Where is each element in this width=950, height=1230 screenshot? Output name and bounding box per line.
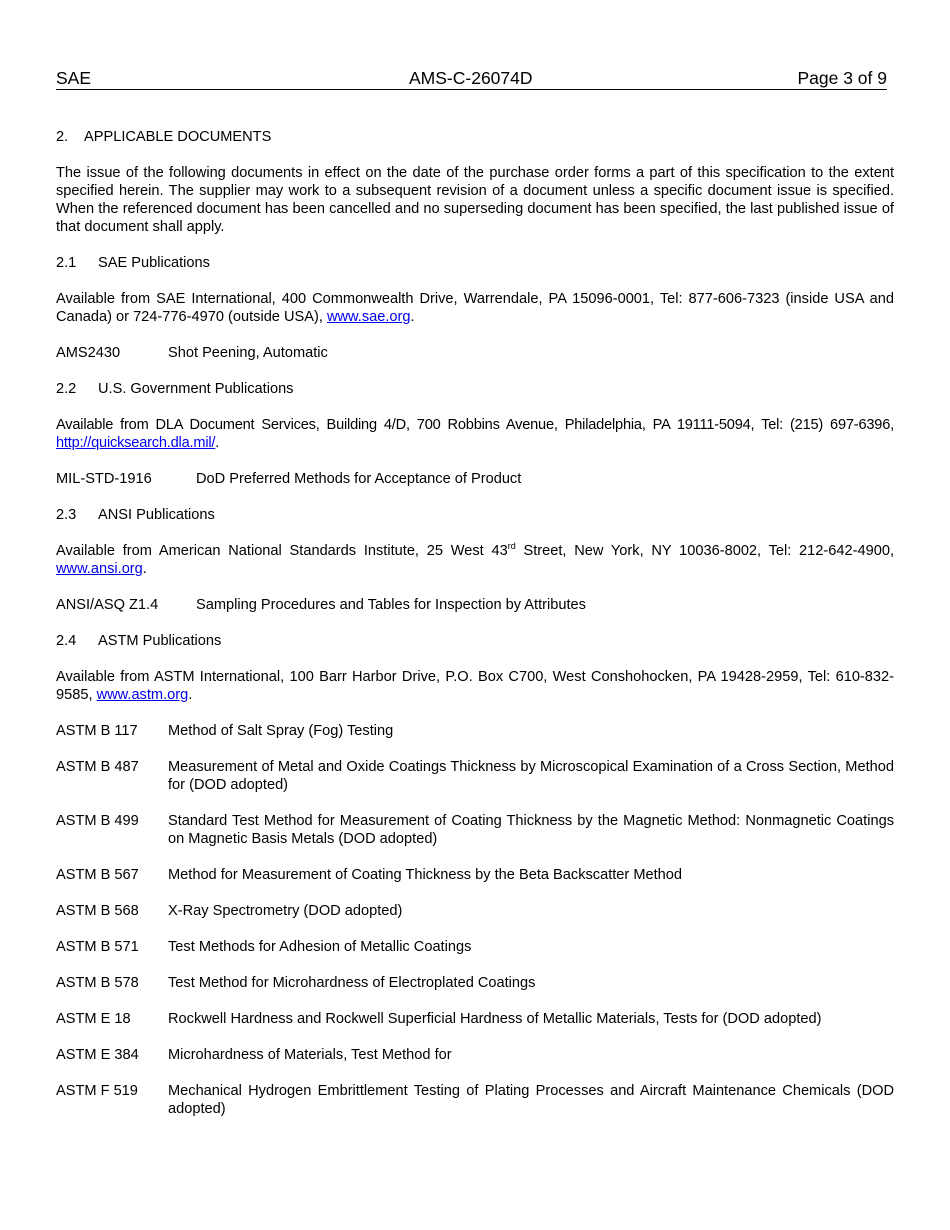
- document-body: [56, 128, 894, 1136]
- reference-item: [56, 344, 894, 362]
- reference-code: ASTM B 568: [56, 903, 139, 919]
- reference-title: Shot Peening, Automatic: [168, 345, 328, 361]
- reference-code: AMS2430: [56, 345, 121, 361]
- reference-title: Standard Test Method for Measurement of Coating Thickness by the Magnetic Method: Nonmagnetic Coatings on Magnetic Basis Metals (DOD adopted): [168, 813, 894, 847]
- reference-code: ASTM B 117: [56, 723, 138, 739]
- dla-link[interactable]: http://quicksearch.dla.mil/: [56, 435, 216, 451]
- reference-code: ASTM E 18: [56, 1011, 131, 1027]
- gov-availability: Available from DLA Document Services, Building 4/D, 700 Robbins Avenue, Philadelphia, PA 19111-5094, Tel: (215) 697-6396, http://quicksearch.dla.mil/.: [56, 417, 894, 451]
- reference-item: [56, 974, 894, 992]
- reference-code: MIL-STD-1916: [56, 471, 152, 487]
- header-page-number: Page 3 of 9: [797, 68, 887, 88]
- subsection-astm-heading: 2.4 ASTM Publications: [56, 633, 222, 649]
- section-heading: 2. APPLICABLE DOCUMENTS: [56, 129, 272, 145]
- reference-item: [56, 758, 894, 794]
- reference-item: [56, 1046, 894, 1064]
- subsection-sae-heading: 2.1 SAE Publications: [56, 255, 210, 271]
- reference-title: Rockwell Hardness and Rockwell Superficial Hardness of Metallic Materials, Tests for (DOD adopted): [168, 1011, 822, 1027]
- subsection-ansi-heading: 2.3 ANSI Publications: [56, 507, 215, 523]
- ansi-link[interactable]: www.ansi.org: [56, 561, 143, 577]
- reference-code: ASTM B 571: [56, 939, 139, 955]
- reference-title: Test Method for Microhardness of Electroplated Coatings: [168, 975, 536, 991]
- reference-title: Method of Salt Spray (Fog) Testing: [168, 723, 394, 739]
- subsection-gov-heading: 2.2 U.S. Government Publications: [56, 381, 294, 397]
- reference-title: DoD Preferred Methods for Acceptance of Product: [196, 471, 522, 487]
- reference-code: ASTM F 519: [56, 1083, 138, 1099]
- intro-paragraph: The issue of the following documents in effect on the date of the purchase order forms a part of this specification to the extent specified herein. The supplier may work to a subsequent revision of a document unless a specific document issue is specified. When the referenced document has been cancelled and no superseding document has been specified, the last published issue of that document shall apply.: [56, 165, 894, 235]
- sae-availability: Available from SAE International, 400 Commonwealth Drive, Warrendale, PA 15096-0001, Tel: 877-606-7323 (inside USA and Canada) or 724-776-4970 (outside USA), www.sae.org.: [56, 291, 894, 325]
- header-org: SAE: [56, 68, 92, 88]
- reference-item: [56, 812, 894, 848]
- reference-title: Mechanical Hydrogen Embrittlement Testing of Plating Processes and Aircraft Maintenance Chemicals (DOD adopted): [168, 1083, 894, 1117]
- reference-title: Test Methods for Adhesion of Metallic Coatings: [168, 939, 472, 955]
- reference-item: [56, 938, 894, 956]
- reference-title: Sampling Procedures and Tables for Inspection by Attributes: [196, 597, 586, 613]
- reference-item: [56, 902, 894, 920]
- ansi-availability: Available from American National Standards Institute, 25 West 43rd Street, New York, NY 10036-8002, Tel: 212-642-4900, www.ansi.org.: [56, 541, 894, 577]
- reference-code: ASTM E 384: [56, 1047, 139, 1063]
- reference-code: ASTM B 578: [56, 975, 139, 991]
- reference-title: Method for Measurement of Coating Thickness by the Beta Backscatter Method: [168, 867, 683, 883]
- reference-code: ASTM B 487: [56, 759, 139, 775]
- reference-item: [56, 596, 894, 614]
- reference-code: ASTM B 567: [56, 867, 139, 883]
- page-header: [56, 68, 887, 90]
- header-doc-number: AMS-C-26074D: [409, 68, 533, 88]
- reference-code: ASTM B 499: [56, 813, 139, 829]
- reference-item: [56, 866, 894, 884]
- astm-link[interactable]: www.astm.org: [96, 687, 189, 703]
- reference-code: ANSI/ASQ Z1.4: [56, 597, 159, 613]
- reference-title: X-Ray Spectrometry (DOD adopted): [168, 903, 403, 919]
- reference-item: [56, 1082, 894, 1118]
- reference-item: [56, 722, 894, 740]
- reference-title: Measurement of Metal and Oxide Coatings Thickness by Microscopical Examination of a Cross Section, Method for (DOD adopted): [168, 759, 894, 793]
- reference-title: Microhardness of Materials, Test Method for: [168, 1047, 452, 1063]
- astm-availability: Available from ASTM International, 100 Barr Harbor Drive, P.O. Box C700, West Conshohocken, PA 19428-2959, Tel: 610-832-9585, www.astm.org.: [56, 669, 894, 703]
- reference-item: [56, 1010, 894, 1028]
- sae-link[interactable]: www.sae.org: [326, 309, 411, 325]
- reference-item: [56, 470, 894, 488]
